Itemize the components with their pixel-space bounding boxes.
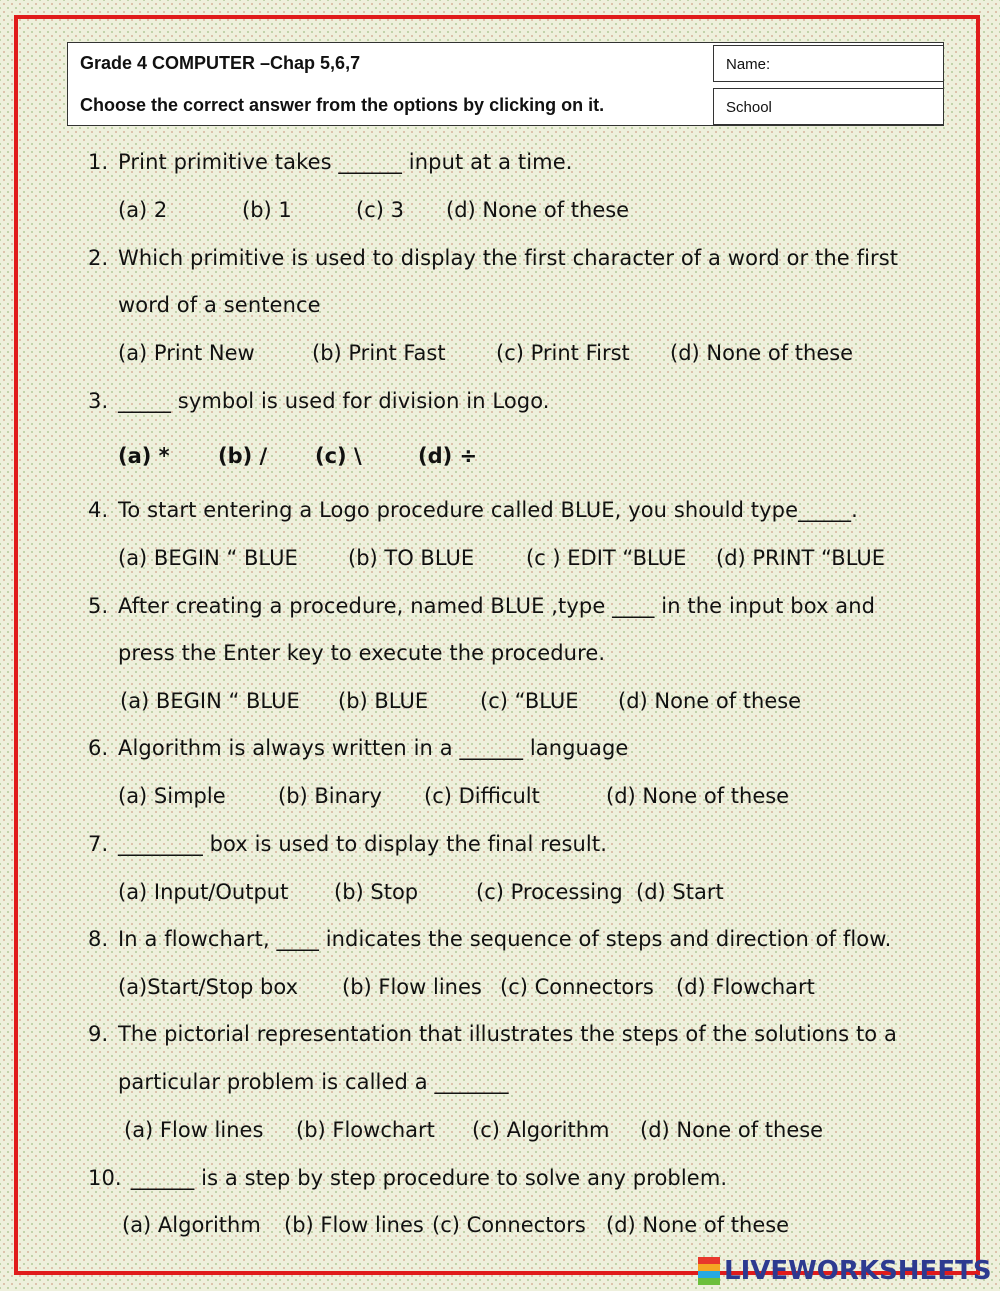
option-c[interactable]: (c) “BLUE (480, 689, 579, 713)
logo-text: LIVEWORKSHEETS (724, 1256, 992, 1286)
worksheet-title: Grade 4 COMPUTER –Chap 5,6,7 (80, 53, 361, 73)
question-9: 9. The pictorial representation that illustrates the steps of the solutions to a (88, 1022, 897, 1046)
worksheet-instruction: Choose the correct answer from the options by clicking on it. (80, 95, 605, 115)
option-c[interactable]: (c) Algorithm (472, 1118, 610, 1142)
option-a[interactable]: (a)Start/Stop box (118, 975, 299, 999)
question-text: After creating a procedure, named BLUE ,type ____ in the input box and (118, 594, 876, 618)
option-b[interactable]: (b) / (218, 444, 268, 468)
option-a[interactable]: (a) * (118, 444, 170, 468)
option-a[interactable]: (a) Flow lines (124, 1118, 264, 1142)
option-b[interactable]: (b) BLUE (338, 689, 429, 713)
option-b[interactable]: (b) 1 (242, 198, 292, 222)
question-5: 5. After creating a procedure, named BLUE ,type ____ in the input box and (88, 594, 876, 618)
question-text: Algorithm is always written in a ______ language (118, 736, 629, 760)
option-c[interactable]: (c) Connectors (500, 975, 654, 999)
option-a[interactable]: (a) BEGIN “ BLUE (120, 689, 300, 713)
option-d[interactable]: (d) None of these (606, 1213, 790, 1237)
option-d[interactable]: (d) None of these (670, 341, 854, 365)
option-c[interactable]: (c) 3 (356, 198, 404, 222)
option-d[interactable]: (d) None of these (446, 198, 630, 222)
question-10: 10. ______ is a step by step procedure to solve any problem. (88, 1166, 728, 1190)
option-c[interactable]: (c) Difficult (424, 784, 540, 808)
question-2-line-2: word of a sentence (118, 293, 321, 317)
option-c[interactable]: (c) \ (315, 444, 362, 468)
question-text: Which primitive is used to display the first character of a word or the first (118, 246, 899, 270)
option-b[interactable]: (b) TO BLUE (348, 546, 475, 570)
question-4: 4. To start entering a Logo procedure called BLUE, you should type_____. (88, 498, 858, 522)
option-d[interactable]: (d) PRINT “BLUE (716, 546, 885, 570)
question-text: _____ symbol is used for division in Logo. (118, 389, 550, 413)
question-text: Print primitive takes ______ input at a time. (118, 150, 573, 174)
option-b[interactable]: (b) Flowchart (296, 1118, 435, 1142)
question-9-line-2: particular problem is called a _______ (118, 1070, 509, 1094)
option-d[interactable]: (d) Start (636, 880, 724, 904)
option-a[interactable]: (a) Input/Output (118, 880, 289, 904)
question-text: ______ is a step by step procedure to solve any problem. (124, 1166, 728, 1190)
liveworksheets-badge-icon (698, 1257, 720, 1285)
name-field[interactable]: Name: (713, 45, 944, 82)
question-8: 8. In a flowchart, ____ indicates the sequence of steps and direction of flow. (88, 927, 892, 951)
option-a[interactable]: (a) Print New (118, 341, 255, 365)
question-3: 3. _____ symbol is used for division in Logo. (88, 389, 550, 413)
option-d[interactable]: (d) ÷ (418, 444, 478, 468)
question-text: The pictorial representation that illustrates the steps of the solutions to a (118, 1022, 897, 1046)
option-b[interactable]: (b) Print Fast (312, 341, 446, 365)
option-a[interactable]: (a) Algorithm (122, 1213, 261, 1237)
question-5-line-2: press the Enter key to execute the procedure. (118, 641, 606, 665)
worksheet-header (67, 42, 944, 126)
question-text: In a flowchart, ____ indicates the sequence of steps and direction of flow. (118, 927, 892, 951)
option-c[interactable]: (c ) EDIT “BLUE (526, 546, 687, 570)
question-7: 7. ________ box is used to display the final result. (88, 832, 607, 856)
option-b[interactable]: (b) Flow lines (342, 975, 482, 999)
option-d[interactable]: (d) None of these (640, 1118, 824, 1142)
option-b[interactable]: (b) Stop (334, 880, 419, 904)
option-a[interactable]: (a) 2 (118, 198, 168, 222)
option-a[interactable]: (a) BEGIN “ BLUE (118, 546, 298, 570)
question-2: 2. Which primitive is used to display the first character of a word or the first (88, 246, 899, 270)
liveworksheets-logo[interactable] (698, 1256, 992, 1286)
school-field[interactable]: School (713, 88, 944, 125)
option-d[interactable]: (d) Flowchart (676, 975, 815, 999)
option-b[interactable]: (b) Binary (278, 784, 382, 808)
question-6: 6. Algorithm is always written in a ______ language (88, 736, 629, 760)
option-c[interactable]: (c) Print First (496, 341, 630, 365)
option-a[interactable]: (a) Simple (118, 784, 226, 808)
option-d[interactable]: (d) None of these (618, 689, 802, 713)
option-c[interactable]: (c) Connectors (432, 1213, 586, 1237)
option-d[interactable]: (d) None of these (606, 784, 790, 808)
question-text: ________ box is used to display the final result. (118, 832, 607, 856)
option-c[interactable]: (c) Processing (476, 880, 623, 904)
question-text: To start entering a Logo procedure called BLUE, you should type_____. (118, 498, 858, 522)
question-1: 1. Print primitive takes ______ input at a time. (88, 150, 573, 174)
option-b[interactable]: (b) Flow lines (284, 1213, 424, 1237)
